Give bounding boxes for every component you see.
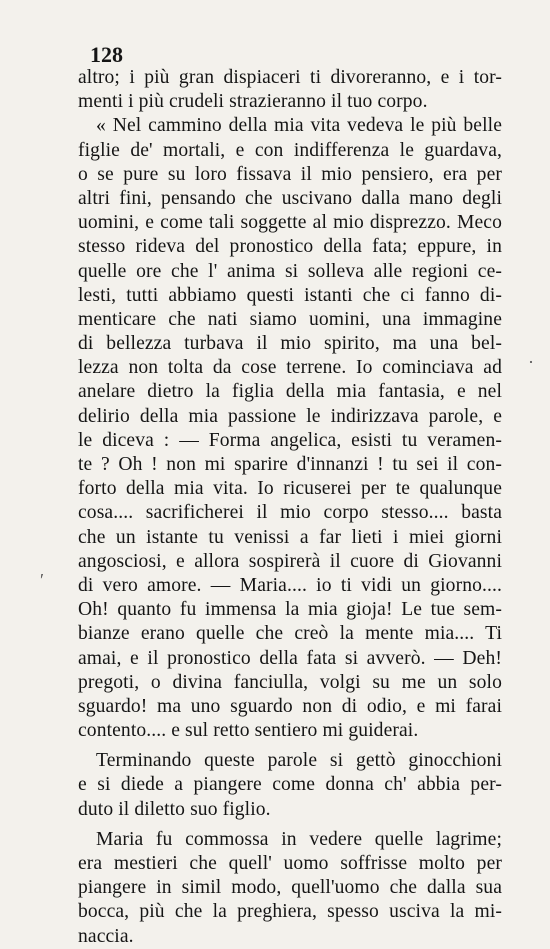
paragraph xyxy=(78,66,502,114)
text-line: te ? Oh ! non mi sparire d'innanzi ! tu sei il con- xyxy=(78,454,502,475)
text-line: altri fini, pensando che uscivano dalla mano degli xyxy=(78,187,502,209)
page-number: 128 xyxy=(90,42,123,67)
text-line: piangere in simil modo, quell'uomo che dalla sua xyxy=(78,877,502,899)
text-line: sguardo! ma uno sguardo non di odio, e mi farai xyxy=(78,695,502,717)
paragraph xyxy=(78,749,502,822)
text-line: uomini, e come tali soggette al mio disprezzo. Meco xyxy=(78,212,502,234)
text-line: altro; i più gran dispiaceri ti divoreranno, e i tor- xyxy=(78,67,502,88)
text-line: angosciosi, e allora sospirerà il cuore di Giovanni xyxy=(78,550,502,572)
text-line: contento.... e sul retto sentiero mi guiderai. xyxy=(78,720,419,742)
text-line: lezza non tolta da cose terrene. Io cominciava ad xyxy=(78,357,502,379)
text-line: le diceva : — Forma angelica, esisti tu veramen- xyxy=(78,429,502,451)
text-line: Maria fu commossa in vedere quelle lagrime; xyxy=(96,828,502,850)
text-line: cosa.... sacrificherei il mio corpo stesso.... basta xyxy=(78,502,502,524)
text-line: menti i più crudeli strazieranno il tuo corpo. xyxy=(78,91,428,113)
text-line: Terminando queste parole si gettò ginocchioni xyxy=(96,750,502,772)
text-line: quelle ore che l' anima si solleva alle regioni ce- xyxy=(78,260,502,282)
text-line: stesso rideva del pronostico della fata; eppure, in xyxy=(78,236,502,258)
text-line: lesti, tutti abbiamo questi istanti che ci fanno di- xyxy=(78,284,502,306)
page-text xyxy=(78,66,502,949)
text-line: figlie de' mortali, e con indifferenza le guardava, xyxy=(78,139,502,161)
text-line: forto della mia vita. Io ricuserei per te qualunque xyxy=(78,478,502,500)
text-line: bocca, più che la preghiera, spesso usciva la mi- xyxy=(78,901,502,923)
text-line: che un istante tu venissi a far lieti i miei giorni xyxy=(78,526,502,548)
text-line: amai, e il pronostico della fata si avverò. — Deh! xyxy=(78,647,502,669)
text-line: delirio della mia passione le indirizzava parole, e xyxy=(78,405,502,427)
text-line: anelare dietro la figlia della mia fantasia, e nel xyxy=(78,381,502,403)
text-line: di bellezza turbava il mio spirito, ma una bel- xyxy=(78,333,502,355)
text-line: o se pure su loro fissava il mio pensiero, era per xyxy=(78,163,502,185)
text-line: menticare che nati siamo uomini, una immagine xyxy=(78,308,502,330)
text-line: pregoti, o divina fanciulla, volgi su me un solo xyxy=(78,671,502,693)
text-line: duto il diletto suo figlio. xyxy=(78,798,271,820)
margin-mark: · xyxy=(528,352,534,372)
paragraph xyxy=(78,828,502,949)
text-line: « Nel cammino della mia vita vedeva le più belle xyxy=(96,115,502,137)
text-line: di vero amore. — Maria.... io ti vidi un giorno.... xyxy=(78,574,502,596)
text-line: naccia. xyxy=(78,925,134,947)
text-line: bianze erano quelle che creò la mente mia.... Ti xyxy=(78,623,502,645)
text-line: e si diede a piangere come donna ch' abbia per- xyxy=(78,774,502,796)
paragraph xyxy=(78,114,502,743)
margin-mark: ′ xyxy=(40,570,44,590)
text-line: era mestieri che quell' uomo soffrisse molto per xyxy=(78,853,502,874)
text-line: Oh! quanto fu immensa la mia gioja! Le tue sem- xyxy=(78,599,502,621)
